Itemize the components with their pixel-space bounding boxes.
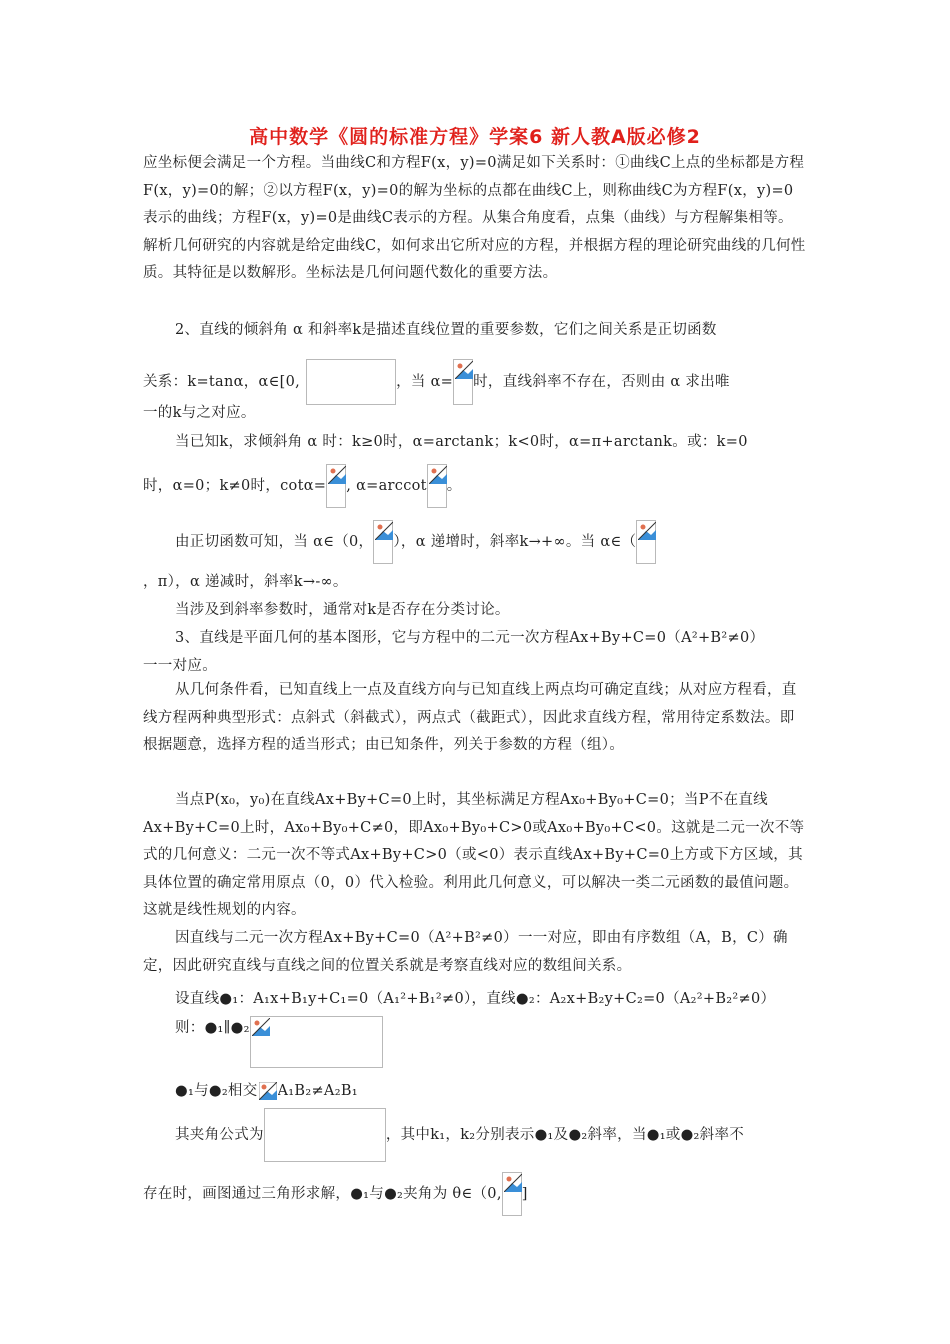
formula-image-icon [373, 520, 393, 564]
formula-image-icon [264, 1108, 386, 1162]
p7: 从几何条件看，已知直线上一点及直线方向与已知直线上两点均可确定直线；从对应方程看，直线方程两种典型形式：点斜式（斜截式），两点式（截距式），因此求直线方程，常用待定系数法。即根据题意，选择方程的适当形式；由已知条件，列关于参数的方程（组）。 [143, 682, 797, 753]
p3-line1: 当已知k，求倾斜角 α 时：k≥0时，α=arctank；k<0时，α=π+arctank。或：k=0 [175, 434, 748, 450]
p4-line1 [175, 520, 807, 564]
formula-image-icon [306, 359, 396, 405]
formula-image-icon [427, 464, 447, 508]
p12-text-b: A₁B₂≠A₂B₁ [277, 1083, 358, 1099]
p2-text-a: 关系：k=tanα，α∈[0, [143, 374, 301, 390]
formula-image-icon [453, 359, 473, 405]
p13-text-a: 其夹角公式为 [175, 1127, 264, 1143]
p3-text-c: 。 [446, 478, 462, 494]
p6-line1: 3、直线是平面几何的基本图形，它与方程中的二元一次方程Ax+By+C=0（A²+B²≠0） [175, 630, 765, 646]
p3-text-b: , α=arccot [346, 478, 427, 494]
p11-text: 则：●₁∥●₂ [175, 1020, 250, 1036]
p2-line3: 一的k与之对应。 [143, 405, 256, 421]
p2-text-b: ，当 α= [396, 374, 454, 390]
formula-image-icon [258, 1081, 278, 1101]
formula-image-icon [250, 1016, 383, 1068]
page-title: 高中数学《圆的标准方程》学案6 新人教A版必修2 [249, 126, 701, 148]
p13-text-b: ，其中k₁，k₂分别表示●₁及●₂斜率，当●₁或●₂斜率不 [385, 1127, 745, 1143]
formula-image-icon [636, 520, 656, 564]
p14-text-a: 存在时，画图通过三角形求解，●₁与●₂夹角为 θ∈（0, [143, 1186, 502, 1202]
p8: 当点P(x₀，y₀)在直线Ax+By+C=0上时，其坐标满足方程Ax₀+By₀+C=0；当P不在直线Ax+By+C=0上时，Ax₀+By₀+C≠0，即Ax₀+By₀+C>0或Ax₀+By₀+C<0。这就是二元一次不等式的几何意义：二元一次不等式Ax+By+C>0（或<0）表示直线Ax+By+C=0上方或下方区域，其具体位置的确定常用原点（0，0）代入检验。利用此几何意义，可以解决一类二元函数的最值问题。这就是线性规划的内容。 [143, 792, 805, 918]
intro-paragraph: 应坐标便会满足一个方程。当曲线C和方程F(x，y)=0满足如下关系时：①曲线C上点的坐标都是方程F(x，y)=0的解；②以方程F(x，y)=0的解为坐标的点都在曲线C上，则称曲线C为方程F(x，y)=0表示的曲线；方程F(x，y)=0是曲线C表示的方程。从集合角度看，点集（曲线）与方程解集相等。解析几何研究的内容就是给定曲线C，如何求出它所对应的方程，并根据方程的理论研究曲线的几何性质。其特征是以数解形。坐标法是几何问题代数化的重要方法。 [143, 155, 806, 281]
p11-line [175, 1016, 383, 1068]
p13-line [175, 1108, 744, 1162]
p2-text-c: 时，直线斜率不存在，否则由 α 求出唯 [473, 374, 730, 390]
p3-line2 [143, 464, 462, 508]
p2-line2 [143, 359, 730, 405]
p9: 因直线与二元一次方程Ax+By+C=0（A²+B²≠0）一一对应，即由有序数组（A，B，C）确定，因此研究直线与直线之间的位置关系就是考察直线对应的数组间关系。 [143, 930, 788, 974]
p3-text-a: 时，α=0；k≠0时，cotα= [143, 478, 327, 494]
p12-line [175, 1079, 358, 1101]
formula-image-icon [502, 1172, 522, 1216]
p6-line2: 一一对应。 [143, 658, 217, 674]
formula-image-icon [326, 464, 346, 508]
p14-text-b: ] [521, 1186, 528, 1202]
p14-line [143, 1172, 528, 1216]
p4-text-a: 由正切函数可知，当 α∈（0， [175, 534, 374, 550]
p10: 设直线●₁：A₁x+B₁y+C₁=0（A₁²+B₁²≠0），直线●₂：A₂x+B₂y+C₂=0（A₂²+B₂²≠0） [175, 991, 776, 1007]
p4-line2: ，π），α 递减时，斜率k→-∞。 [143, 574, 348, 590]
p4-text-b: ），α 递增时，斜率k→+∞。当 α∈（ [393, 534, 637, 550]
p2-line1: 2、直线的倾斜角 α 和斜率k是描述直线位置的重要参数，它们之间关系是正切函数 [175, 322, 717, 338]
p5: 当涉及到斜率参数时，通常对k是否存在分类讨论。 [175, 602, 510, 618]
p12-text-a: ●₁与●₂相交 [175, 1083, 258, 1099]
